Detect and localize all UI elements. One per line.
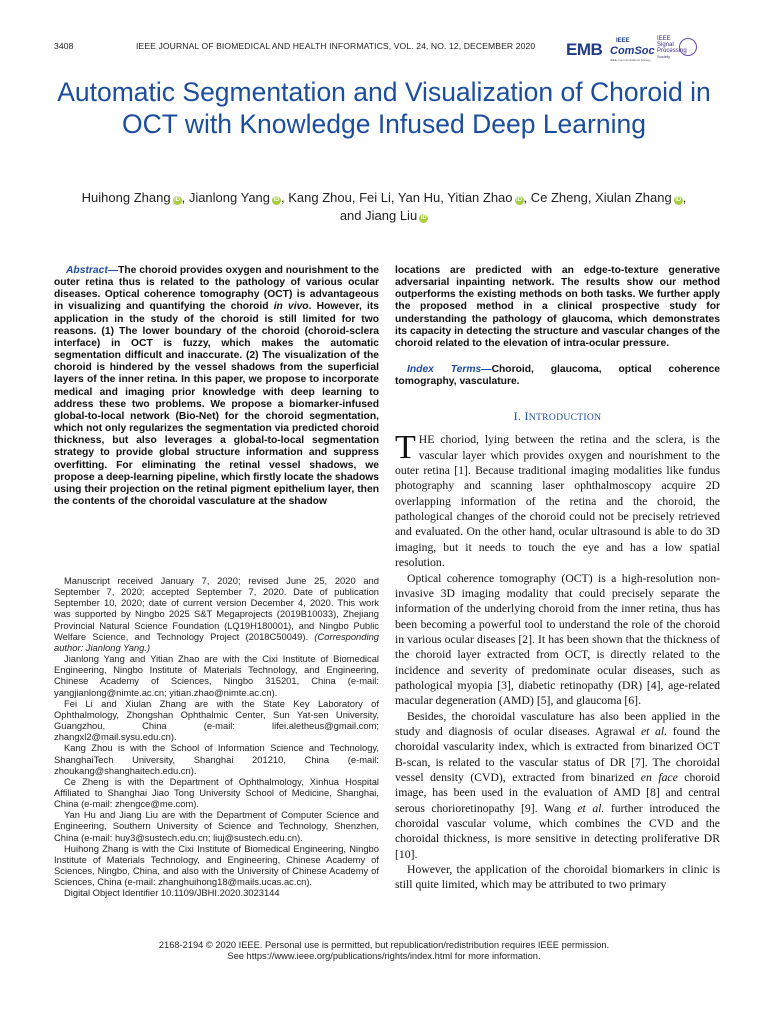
- intro-paragraph-2: Optical coherence tomography (OCT) is a high-resolution non-invasive 3D imaging modality that could precisely separate the information of the underlying choroid from the inner retina, thus has been becoming a powerful tool to understand the role of the choroid in various ocular diseases [2]. It has been shown that the thickness of the choroid layer extracted from OCT, is directly related to the incidence and severity of predominate ocular diseases, such as pathological myopia [3], diabetic retinopathy (DR) [4], age-related macular degeneration (AMD) [5], and glaucoma [6].: [395, 571, 720, 708]
- running-header: [54, 41, 554, 51]
- p3-en-face: en face: [640, 770, 678, 784]
- p3-et-al: et al.: [640, 724, 668, 738]
- orcid-icon[interactable]: iD: [420, 215, 427, 221]
- drop-cap: T: [395, 429, 416, 467]
- signal-processing-logo: [657, 36, 697, 64]
- author-name: Jianlong Yang: [188, 190, 271, 205]
- page-number: 3408: [54, 41, 74, 51]
- p3-text-a: Besides, the choroidal vasculature has also been applied in the study and diagnosis of ocular diseases. Agrawal: [395, 709, 720, 738]
- index-terms-label: Index Terms: [407, 364, 482, 376]
- abstract-text: The choroid provides oxygen and nourishment to the outer retina thus is related to the pathology of various ocular diseases. Optical coherence tomography (OCT) is advantageous in visualizing and quantifying the choroid: [54, 265, 379, 313]
- sp-line2: Signal: [657, 42, 674, 48]
- index-terms: [395, 364, 720, 388]
- orcid-icon[interactable]: iD: [675, 197, 682, 203]
- p3-text-b: found the choroidal vascularity index, which is extracted from binarized OCT B-scan, is related to the vascular status of DR [7]. The choroidal vessel density (CVD), extracted from binarized: [395, 724, 721, 784]
- author-name: Huihong Zhang: [81, 190, 171, 205]
- author-line-2: [54, 207, 714, 225]
- rights-link-line[interactable]: See https://www.ieee.org/publications/rights/index.html for more information.: [227, 951, 541, 961]
- intro-paragraph-3: [395, 709, 720, 862]
- section-heading-introduction: [395, 409, 720, 424]
- footnote-manuscript-text: Manuscript received January 7, 2020; revised June 25, 2020 and September 7, 2020; accepted September 7, 2020. Date of publication September 10, 2020; date of current version December 4, 2020. This work was supported by Ningbo 2025 S&T Megaprojects (2019B10033), Zhejiang Provincial Natural Science Foundation (LQ19H180001), and Ningbo Public Welfare Science, and Technology Project (2018C50049).: [54, 575, 379, 642]
- comsoc-logo-text: ComSoc: [610, 45, 655, 57]
- sp-line3: Processing: [657, 48, 687, 54]
- footnote-manuscript: [54, 575, 379, 653]
- footnote-affiliation: Jianlong Yang and Yitian Zhao are with the Cixi Institute of Biomedical Engineering, Ningbo Institute of Materials Technology, and Engineering, Chinese Academy of Sciences, Ningbo 315201, China (e-mail: yangjianlong@nimte.ac.cn; yitian.zhao@nimte.ac.cn).: [54, 653, 379, 698]
- paper-title: Automatic Segmentation and Visualization of Choroid in OCT with Knowledge Infused Deep Learning: [57, 77, 711, 139]
- section-title: NTRODUCTION: [528, 412, 602, 424]
- doi[interactable]: Digital Object Identifier 10.1109/JBHI.2020.3023144: [64, 887, 280, 899]
- intro-paragraph-4: However, the application of the choroidal biomarkers in clinic is still quite limited, which may be attributed to two primary: [395, 863, 720, 892]
- index-terms-text: Choroid, glaucoma, optical coherence tomography, vasculature.: [395, 364, 721, 388]
- p3-et-al-2: et al.: [577, 801, 605, 815]
- sp-line1: IEEE: [657, 36, 671, 42]
- author-name: Kang Zhou, Fei Li, Yan Hu, Yitian Zhao: [288, 190, 513, 205]
- footnote-affiliation: Kang Zhou is with the School of Information Science and Technology, ShanghaiTech University, Shanghai 201210, China (e-mail: zhoukang@shanghaitech.edu.cn).: [54, 742, 379, 776]
- footnotes: [54, 575, 379, 899]
- copyright-line: 2168-2194 © 2020 IEEE. Personal use is permitted, but republication/redistribution requires IEEE permission.: [158, 940, 610, 950]
- footnote-affiliation: Fei Li and Xiulan Zhang are with the State Key Laboratory of Ophthalmology, Zhongshan Ophthalmic Center, Sun Yat-sen University, Guangzhou, China (e-mail: lifei.aletheus@gmail.com; zhangxl2@mail.sysu.edu.cn).: [54, 697, 379, 743]
- sp-circle-icon: [679, 38, 697, 56]
- p3-text-d: further introduced the choroidal vascular volume, which combines the CVD and the choroidal thickness, is more sensitive in detecting proliferative DR [10].: [395, 801, 720, 861]
- section-number: I.: [513, 409, 525, 424]
- left-column: [54, 265, 379, 508]
- emb-logo: EMB: [566, 40, 603, 59]
- abstract: [54, 265, 379, 508]
- abstract-text-2: . However, its application in the study of the choroid is still limited for two reasons. (1) The lower boundary of the choroid (choroid-sclera interface) in OCT is fuzzy, which makes the automatic segmentation difficult and inaccurate. (2) The visualization of the choroid is hindered by the vessel shadows from the superficial layers of the inner retina. In this paper, we propose to incorporate medical and imaging prior knowledge with deep learning to address these two problems. We propose a biomarker-infused global-to-local network (Bio-Net) for the choroid segmentation, which not only regularizes the segmentation via predicted choroid thickness, but also leverages a global-to-local segmentation strategy to provide global structure information and suppress overfitting. For eliminating the retinal vessel shadows, we propose a deep-learning pipeline, which firstly locate the shadows using their projection on the retinal pigment epithelium layer, then the contents of the choroidal vasculature at the shadow: [54, 301, 379, 507]
- abstract-in-vivo: in vivo: [273, 301, 309, 313]
- p3-text-c: choroid image, has been used in the evaluation of AMD [8] and central serous chorioretinopathy [9]. Wang: [395, 770, 721, 815]
- section-initial: I: [524, 409, 529, 424]
- author-list: [54, 189, 714, 225]
- sp-line4: Society: [657, 54, 671, 59]
- corresponding-author: (Corresponding author: Jianlong Yang.): [54, 630, 379, 653]
- orcid-icon[interactable]: iD: [516, 197, 523, 203]
- orcid-icon[interactable]: iD: [174, 197, 181, 203]
- author-name: Ce Zheng, Xiulan Zhang: [530, 190, 672, 205]
- comsoc-logo: [610, 36, 655, 62]
- intro-paragraph-1-text: HE choriod, lying between the retina and the sclera, is the vascular layer which provides oxygen and nourishment to the outer retina [1]. Because traditional imaging modalities like fundus photography and scanning laser ophthalmoscopy acquire 2D overlapping information of the retina and the choroid, the pathological changes of the choroid could not be precisely retrieved and evaluated. On the other hand, ocular ultrasound is able to do 3D imaging, but it needs to touch the eye and has a low spatial resolution.: [395, 433, 720, 570]
- journal-name: IEEE JOURNAL OF BIOMEDICAL AND HEALTH INFORMATICS, VOL. 24, NO. 12, DECEMBER 2020: [136, 41, 536, 51]
- footnote-affiliation: Huihong Zhang is with the Cixi Institute of Biomedical Engineering, Ningbo Institute of Materials Technology, and Engineering, Chinese Academy of Sciences, Ningbo, China, and also with the University of Chinese Academy of Sciences, China (e-mail: zhanghuihong18@mails.ucas.ac.cn).: [54, 842, 379, 888]
- abstract-label: Abstract: [66, 265, 108, 276]
- orcid-icon[interactable]: iD: [273, 197, 280, 203]
- author-line-1: Huihong Zhang iD , Jianlong Yang iD , Kang Zhou, Fei Li, Yan Hu, Yitian Zhao iD , Ce Zheng, Xiulan Zhang iD ,: [81, 190, 687, 205]
- society-logos: [566, 36, 716, 66]
- copyright-footer: [54, 940, 714, 962]
- index-terms-dash: —: [481, 364, 492, 376]
- comsoc-logo-top: IEEE: [616, 38, 630, 44]
- comsoc-logo-sub: IEEE Communications Society: [610, 58, 651, 62]
- right-column: [395, 265, 720, 893]
- intro-paragraph-1: [395, 429, 720, 570]
- footnote-affiliation: Ce Zheng is with the Department of Ophthalmology, Xinhua Hospital Affiliated to Shanghai Jiao Tong University School of Medicine, Shanghai, China (e-mail: zhengce@me.com).: [54, 775, 379, 810]
- abstract-continued: locations are predicted with an edge-to-texture generative adversarial inpainting network. The results show our method outperforms the existing methods on both tasks. We further apply the proposed method in a clinical prospective study for understanding the pathology of glaucoma, which demonstrates its capacity in detecting the structure and vascular changes of the choroid related to the elevation of intra-ocular pressure.: [395, 265, 720, 349]
- footnote-affiliation: Yan Hu and Jiang Liu are with the Department of Computer Science and Engineering, Southern University of Science and Technology, Shenzhen, China (e-mail: huy3@sustech.edu.cn; liuj@sustech.edu.cn).: [54, 809, 379, 843]
- author-name: and Jiang Liu: [339, 208, 418, 223]
- abstract-dash: —: [107, 265, 119, 276]
